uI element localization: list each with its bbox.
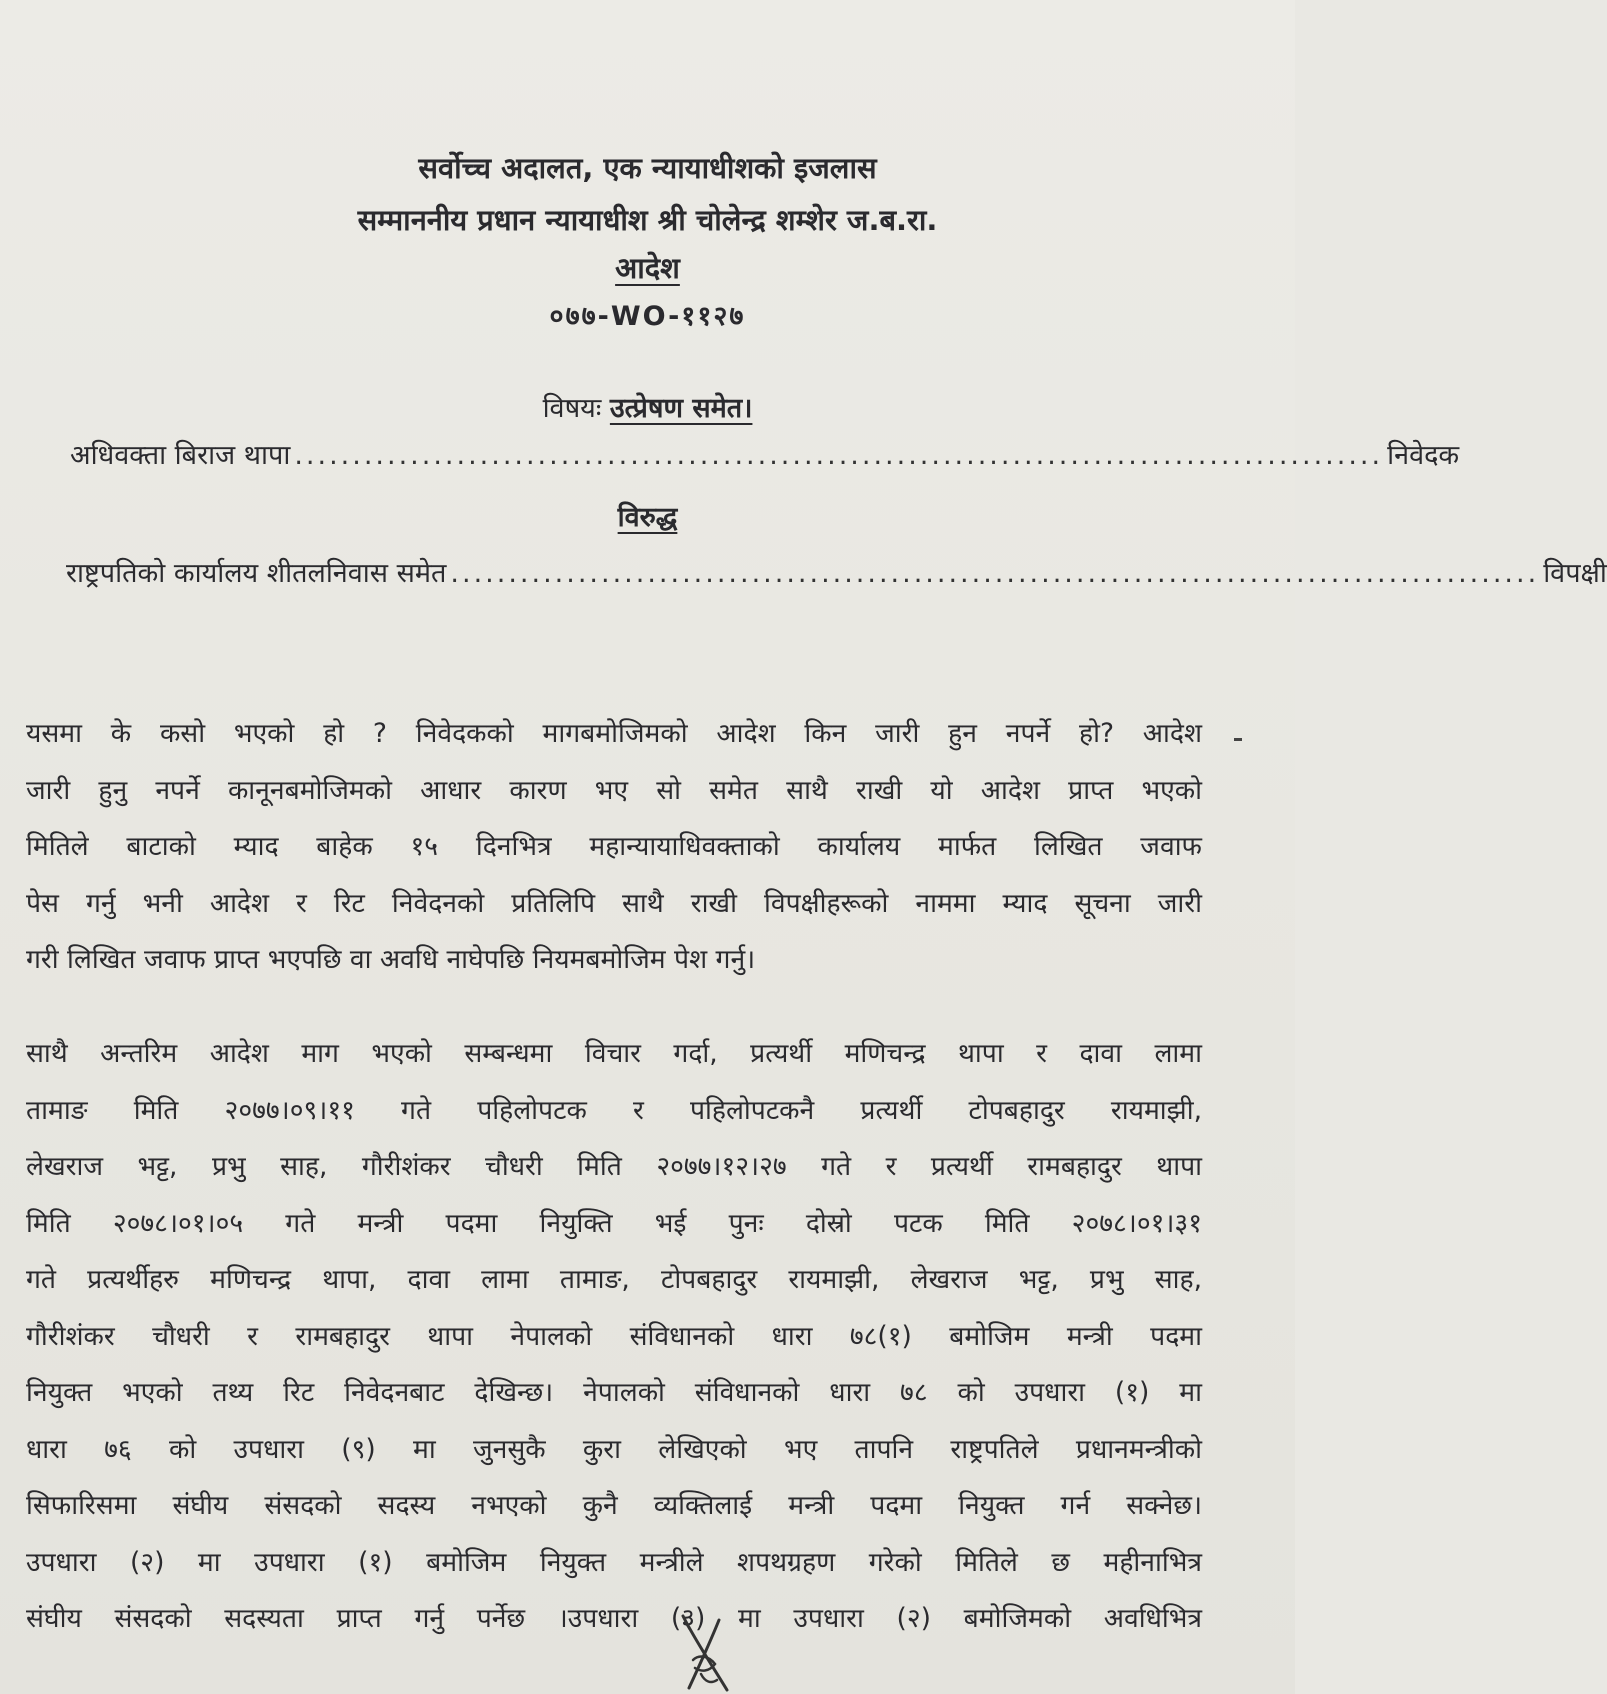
paragraph-line: पेस गर्नु भनी आदेश र रिट निवेदनको प्रतिलिपि साथै राखी विपक्षीहरूको नाममा म्याद सूचना जारी [26,887,1202,919]
document-type-label: आदेश [615,251,680,285]
paragraph-line: उपधारा (२) मा उपधारा (१) बमोजिम नियुक्त मन्त्रीले शपथग्रहण गरेको मितिले छ महीनाभित्र [26,1546,1202,1578]
paragraph-line: गते प्रत्यर्थीहरु मणिचन्द्र थापा, दावा लामा तामाङ, टोपबहादुर रायमाझी, लेखराज भट्ट, प्रभु साह, [26,1264,1202,1295]
versus-heading [0,497,1295,534]
judge-heading: सम्माननीय प्रधान न्यायाधीश श्री चोलेन्द्र शम्शेर ज.ब.रा. [357,203,938,237]
petitioner-line [70,435,1460,472]
paragraph-line: यसमा के कसो भएको हो ? निवेदकको मागबमोजिमको आदेश किन जारी हुन नपर्ने हो? आदेश [26,718,1202,749]
order-paragraph-1 [26,706,1202,989]
case-number: ०७७-WO-११२७ [549,301,746,332]
paragraph-line: सिफारिसमा संघीय संसदको सदस्य नभएको कुनै व्यक्तिलाई मन्त्री पदमा नियुक्त गर्न सक्नेछ। [26,1490,1202,1521]
paragraph-line: मिति २०७८।०१।०५ गते मन्त्री पदमा नियुक्ति भई पुनः दोस्रो पटक मिति २०७८।०१।३१ [26,1207,1202,1239]
court-heading: सर्वोच्च अदालत, एक न्यायाधीशको इजलास [418,151,877,185]
paragraph-line: गरी लिखित जवाफ प्राप्त भएपछि वा अवधि नाघेपछि नियमबमोजिम पेश गर्नु। [26,944,756,975]
paragraph-line: जारी हुनु नपर्ने कानूनबमोजिमको आधार कारण भए सो समेत साथै राखी यो आदेश प्राप्त भएको [26,774,1202,806]
paragraph-line: तामाङ मिति २०७७।०९।११ गते पहिलोपटक र पहिलोपटकनै प्रत्यर्थी टोपबहादुर रायमाझी, [26,1094,1202,1126]
paragraph-line: नियुक्त भएको तथ्य रिट निवेदनबाट देखिन्छ। नेपालको संविधानको धारा ७८ को उपधारा (१) मा [26,1377,1202,1408]
subject-label: विषयः [542,393,602,424]
respondent-role: विपक्षी [1543,558,1607,589]
versus-label: विरुद्ध [617,502,678,533]
subject-line [0,388,1295,425]
document-type-heading [0,248,1295,287]
signature-mark [665,1610,745,1694]
respondent-name: राष्ट्रपतिको कार्यालय शीतलनिवास समेत [66,558,447,589]
order-paragraph-2 [26,1026,1202,1648]
respondent-dot-leader: .............................................................................................. [450,558,1540,589]
petitioner-role: निवेदक [1387,440,1460,471]
petitioner-dot-leader: .............................................................................................. [294,440,1384,471]
subject-value: उत्प्रेषण समेत। [609,393,753,424]
respondent-line [66,553,1607,590]
paragraph-line: लेखराज भट्ट, प्रभु साह, गौरीशंकर चौधरी मिति २०७७।१२।२७ गते र प्रत्यर्थी रामबहादुर थापा [26,1151,1202,1182]
paragraph-line: संघीय संसदको सदस्यता प्राप्त गर्नु पर्नेछ ।उपधारा (३) मा उपधारा (२) बमोजिमको अवधिभित्र [26,1603,1202,1634]
petitioner-name: अधिवक्ता बिराज थापा [70,440,291,471]
paragraph-line: गौरीशंकर चौधरी र रामबहादुर थापा नेपालको संविधानको धारा ७८(१) बमोजिम मन्त्री पदमा [26,1320,1202,1352]
paragraph-line: साथै अन्तरिम आदेश माग भएको सम्बन्धमा विचार गर्दा, प्रत्यर्थी मणिचन्द्र थापा र दावा लामा [26,1038,1202,1069]
paragraph-line: धारा ७६ को उपधारा (९) मा जुनसुकै कुरा लेखिएको भए तापनि राष्ट्रपतिले प्रधानमन्त्रीको [26,1433,1202,1465]
paragraph-line: मितिले बाटाको म्याद बाहेक १५ दिनभित्र महान्यायाधिवक्ताको कार्यालय मार्फत लिखित जवाफ [26,831,1202,862]
ink-speck [1234,738,1242,741]
